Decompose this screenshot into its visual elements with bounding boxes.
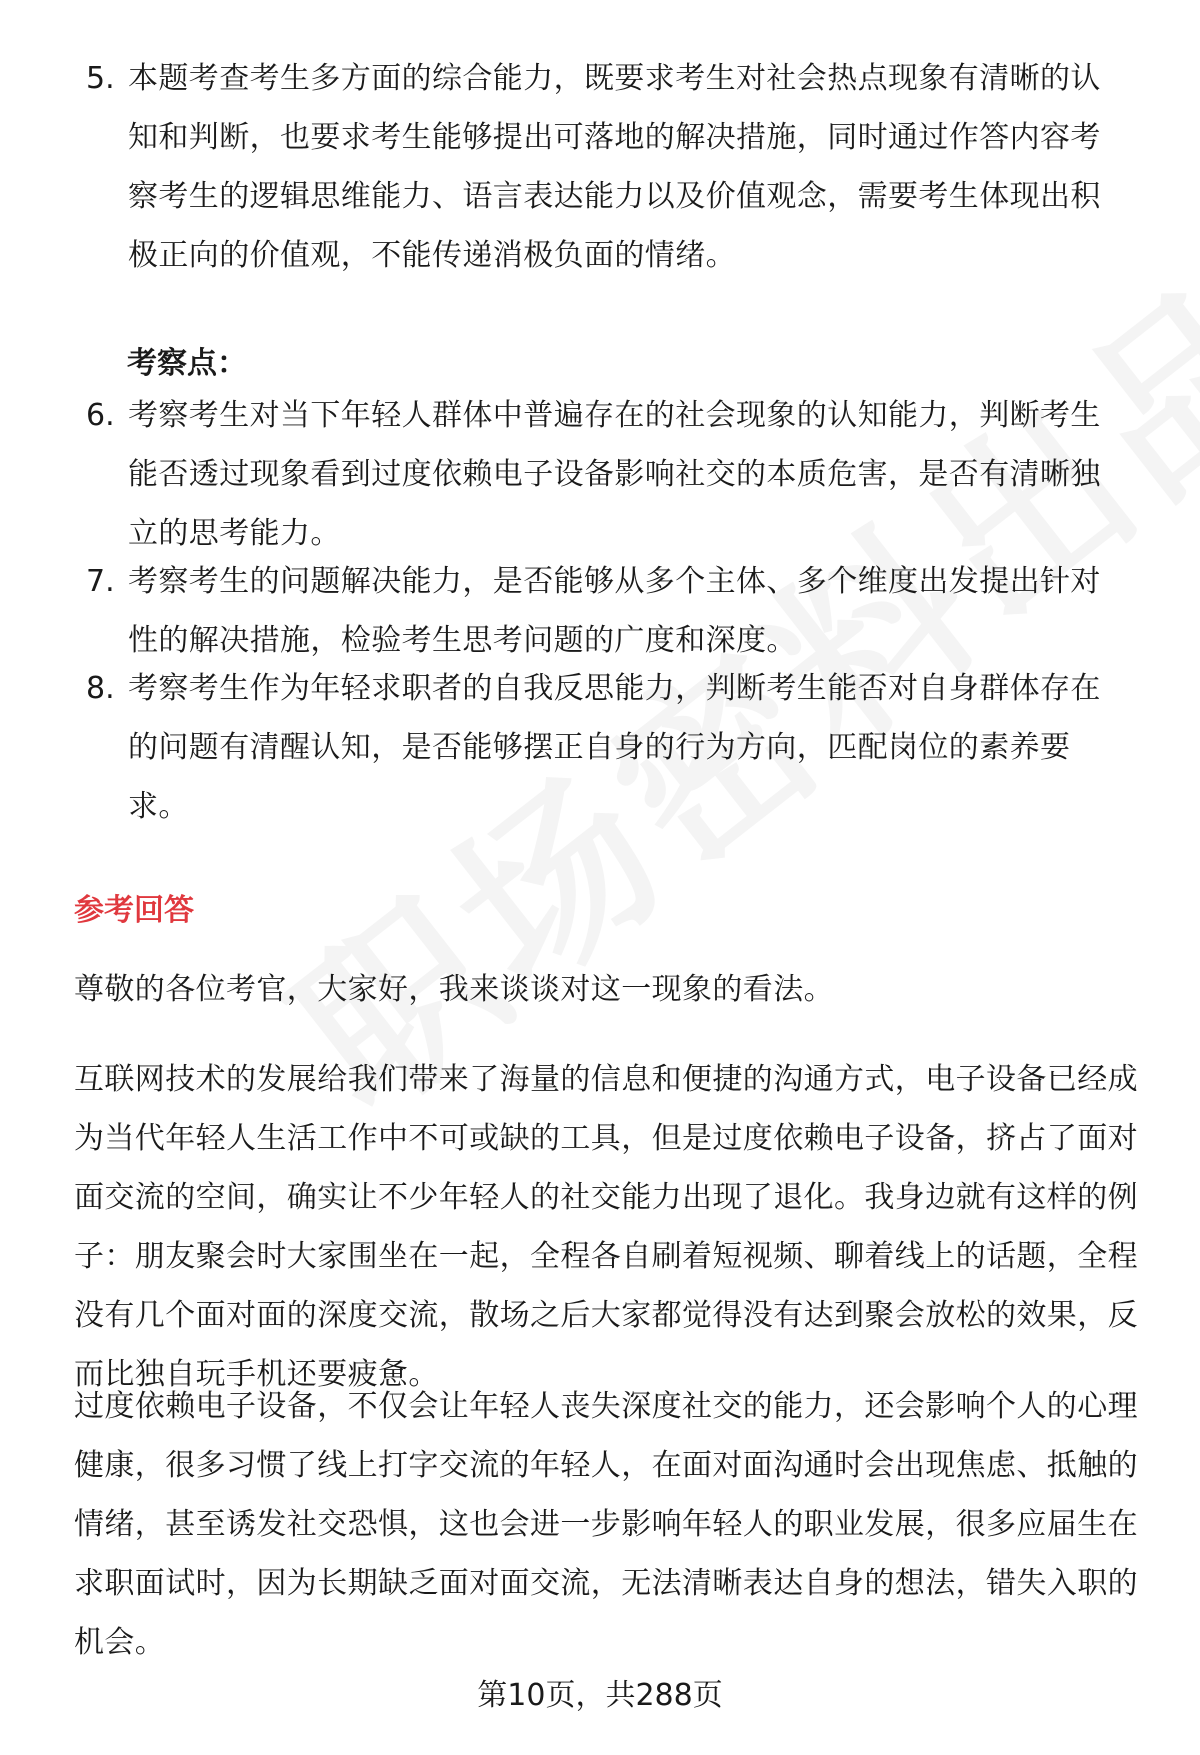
list-number: 8.	[86, 671, 115, 706]
list-number: 5.	[86, 61, 115, 96]
paragraph-body-1: 互联网技术的发展给我们带来了海量的信息和便捷的沟通方式，电子设备已经成为当代年轻人生活工作中不可或缺的工具，但是过度依赖电子设备，挤占了面对面交流的空间，确实让不少年轻人的社交能力出现了退化。我身边就有这样的例子：朋友聚会时大家围坐在一起，全程各自刷着短视频、聊着线上的话题，全程没有几个面对面的深度交流，散场之后大家都觉得没有达到聚会放松的效果，反而比独自玩手机还要疲惫。	[74, 1062, 1138, 1392]
list-text: 本题考查考生多方面的综合能力，既要求考生对社会热点现象有清晰的认知和判断，也要求考生能够提出可落地的解决措施，同时通过作答内容考察考生的逻辑思维能力、语言表达能力以及价值观念，需要考生体现出积极正向的价值观，不能传递消极负面的情绪。	[128, 61, 1101, 273]
list-number: 7.	[86, 564, 115, 599]
list-text: 考察考生作为年轻求职者的自我反思能力，判断考生能否对自身群体存在的问题有清醒认知，是否能够摆正自身的行为方向，匹配岗位的素养要求。	[128, 671, 1101, 824]
paragraph-greeting: 尊敬的各位考官，大家好，我来谈谈对这一现象的看法。	[74, 972, 834, 1007]
section-title: 参考回答	[74, 893, 194, 928]
page-number: 第10页，共288页	[477, 1678, 723, 1713]
paragraph-body-2: 过度依赖电子设备，不仅会让年轻人丧失深度社交的能力，还会影响个人的心理健康，很多习惯了线上打字交流的年轻人，在面对面沟通时会出现焦虑、抵触的情绪，甚至诱发社交恐惧，这也会进一步影响年轻人的职业发展，很多应届生在求职面试时，因为长期缺乏面对面交流，无法清晰表达自身的想法，错失入职的机会。	[74, 1389, 1138, 1660]
list-number: 6.	[86, 398, 115, 433]
list-text: 考察考生对当下年轻人群体中普遍存在的社会现象的认知能力，判断考生能否透过现象看到过度依赖电子设备影响社交的本质危害，是否有清晰独立的思考能力。	[128, 398, 1101, 551]
subheading: 考察点：	[127, 346, 247, 381]
list-text: 考察考生的问题解决能力，是否能够从多个主体、多个维度出发提出针对性的解决措施，检验考生思考问题的广度和深度。	[128, 564, 1101, 658]
